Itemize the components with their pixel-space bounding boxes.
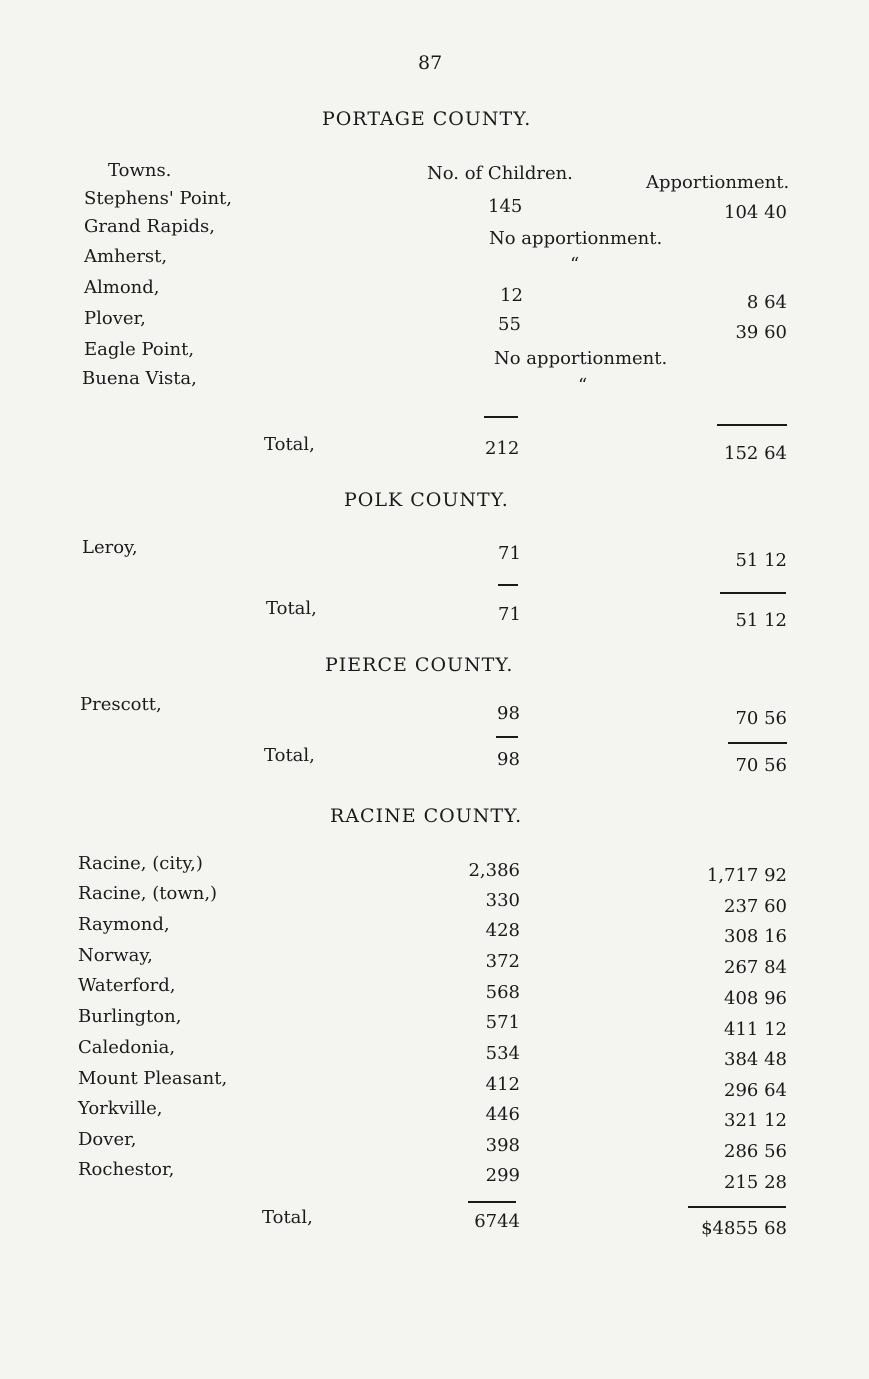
apportionment-amount: 51 12 — [735, 550, 787, 571]
header-towns: Towns. — [108, 160, 172, 181]
apportionment-note: No apportionment. — [494, 348, 668, 369]
children-count: 571 — [485, 1012, 520, 1033]
children-count: 428 — [485, 920, 520, 941]
apportionment-amount: 267 84 — [724, 957, 787, 978]
town-name: Amherst, — [84, 246, 168, 267]
header-apportionment: Apportionment. — [646, 172, 790, 193]
total-rule — [498, 584, 518, 586]
children-count: 2,386 — [468, 860, 520, 881]
header-children: No. of Children. — [427, 163, 573, 184]
total-rule — [484, 416, 518, 418]
apportionment-amount: 70 56 — [735, 708, 787, 729]
town-name: Prescott, — [80, 694, 162, 715]
children-count: 372 — [485, 951, 520, 972]
total-apportionment: 70 56 — [735, 755, 787, 776]
children-count: 568 — [485, 982, 520, 1003]
children-count: 412 — [485, 1074, 520, 1095]
total-rule — [468, 1201, 516, 1203]
children-count: 98 — [497, 703, 520, 724]
town-name: Raymond, — [78, 914, 170, 935]
town-name: Racine, (town,) — [78, 883, 218, 904]
total-rule — [496, 736, 518, 738]
apportionment-amount: 411 12 — [724, 1019, 787, 1040]
apportionment-amount: 1,717 92 — [706, 865, 787, 886]
children-count: 55 — [498, 314, 521, 335]
apportionment-amount: 384 48 — [724, 1049, 787, 1070]
town-name: Mount Pleasant, — [78, 1068, 228, 1089]
children-count: 71 — [498, 543, 521, 564]
children-count: 12 — [500, 285, 523, 306]
apportionment-amount: 408 96 — [724, 988, 787, 1009]
section-title: PIERCE COUNTY. — [325, 654, 514, 676]
apportionment-amount: 296 64 — [724, 1080, 787, 1101]
section-title: PORTAGE COUNTY. — [322, 108, 532, 130]
town-name: Eagle Point, — [84, 339, 195, 360]
town-name: Stephens' Point, — [84, 188, 233, 209]
total-apportionment: 152 64 — [724, 443, 787, 464]
total-children: 6744 — [474, 1211, 520, 1232]
section-title: RACINE COUNTY. — [330, 805, 523, 827]
town-name: Caledonia, — [78, 1037, 176, 1058]
total-apportionment: $4855 68 — [701, 1218, 787, 1239]
apportionment-amount: 215 28 — [724, 1172, 787, 1193]
apportionment-amount: 308 16 — [724, 926, 787, 947]
total-children: 212 — [485, 438, 520, 459]
town-name: Almond, — [84, 277, 160, 298]
total-children: 98 — [497, 749, 520, 770]
total-children: 71 — [498, 604, 521, 625]
total-rule — [688, 1206, 786, 1208]
apportionment-amount: 104 40 — [724, 202, 787, 223]
children-count: 330 — [485, 890, 520, 911]
total-label: Total, — [264, 745, 315, 766]
town-name: Plover, — [84, 308, 146, 329]
children-count: 446 — [485, 1104, 520, 1125]
town-name: Waterford, — [78, 975, 176, 996]
page-number: 87 — [418, 52, 443, 74]
total-label: Total, — [266, 598, 317, 619]
apportionment-amount: 39 60 — [735, 322, 787, 343]
apportionment-amount: 8 64 — [746, 292, 787, 313]
total-rule — [728, 742, 787, 744]
town-name: Burlington, — [78, 1006, 182, 1027]
town-name: Grand Rapids, — [84, 216, 216, 237]
total-label: Total, — [262, 1207, 313, 1228]
children-count: 145 — [488, 196, 523, 217]
children-count: 534 — [485, 1043, 520, 1064]
total-rule — [720, 592, 786, 594]
children-count: 299 — [485, 1165, 520, 1186]
total-rule — [717, 424, 787, 426]
town-name: Dover, — [78, 1129, 137, 1150]
children-count: 398 — [485, 1135, 520, 1156]
town-name: Rochestor, — [78, 1159, 175, 1180]
apportionment-amount: 321 12 — [724, 1110, 787, 1131]
total-apportionment: 51 12 — [735, 610, 787, 631]
section-title: POLK COUNTY. — [344, 489, 509, 511]
apportionment-note: No apportionment. — [489, 228, 663, 249]
ditto-mark: “ — [570, 254, 580, 275]
apportionment-amount: 286 56 — [724, 1141, 787, 1162]
town-name: Racine, (city,) — [78, 853, 203, 874]
town-name: Norway, — [78, 945, 153, 966]
town-name: Buena Vista, — [82, 368, 197, 389]
ditto-mark: “ — [578, 375, 588, 396]
town-name: Yorkville, — [78, 1098, 163, 1119]
town-name: Leroy, — [82, 537, 138, 558]
apportionment-amount: 237 60 — [724, 896, 787, 917]
total-label: Total, — [264, 434, 315, 455]
